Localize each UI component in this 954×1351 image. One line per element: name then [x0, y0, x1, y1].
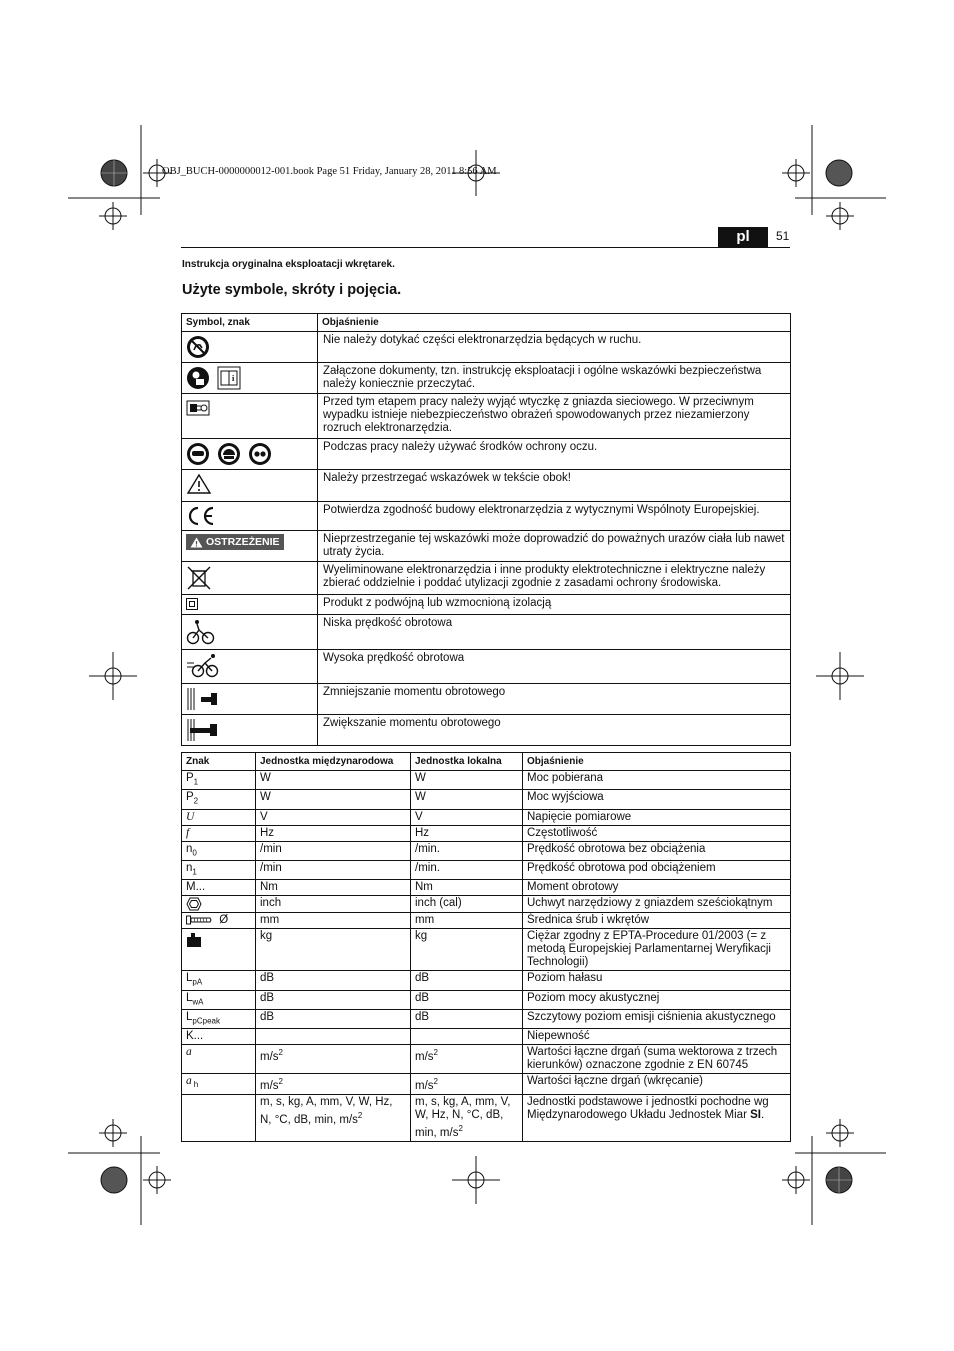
unit-local: Nm	[411, 880, 523, 896]
unit-sign	[182, 896, 256, 913]
table-row	[182, 913, 791, 929]
symbol-desc: Należy przestrzegać wskazówek w tekście obok!	[318, 470, 791, 502]
book-icon	[217, 366, 241, 390]
table-row	[182, 825, 791, 841]
symbol-desc: Załączone dokumenty, tzn. instrukcję eksploatacji i ogólne wskazówki bezpieczeństwa należy koniecznie przeczytać.	[318, 363, 791, 394]
unit-desc: Ciężar zgodny z EPTA-Procedure 01/2003 (= z metodą Europejskiej Parlamentarnej Weryfikacji Technologii)	[523, 929, 791, 971]
symbol-desc: Zwiększanie momentu obrotowego	[318, 715, 791, 746]
unit-sign: a $_h$	[182, 1074, 256, 1095]
table-row	[182, 595, 791, 615]
table-row	[182, 1094, 791, 1141]
unit-intl: inch	[256, 896, 411, 913]
unit-intl: m, s, kg, A, mm, V, W, Hz, N, °C, dB, min, $m/s^2$	[256, 1094, 411, 1141]
page-number: 51	[776, 229, 790, 243]
unit-sign: $n_0$	[182, 841, 256, 860]
unit-desc: Poziom hałasu	[523, 971, 791, 990]
table-row	[182, 470, 791, 502]
no-touch-icon	[186, 335, 210, 359]
symbols-col-symbol: Symbol, znak	[182, 314, 318, 332]
unit-sign: $L_{pCpeak}$	[182, 1009, 256, 1028]
unit-desc: Moment obrotowy	[523, 880, 791, 896]
unit-desc: Wartości łączne drgań (suma wektorowa z trzech kierunków) oznaczone zgodnie z EN 60745	[523, 1045, 791, 1074]
hexagon-icon	[186, 897, 202, 911]
units-col-local: Jednostka lokalna	[411, 753, 523, 771]
table-row	[182, 790, 791, 809]
svg-text:i: i	[232, 374, 235, 383]
symbol-desc: Zmniejszanie momentu obrotowego	[318, 684, 791, 715]
unit-desc: Prędkość obrotowa pod obciążeniem	[523, 860, 791, 879]
double-insulation-icon	[186, 598, 198, 610]
unit-desc: Prędkość obrotowa bez obciążenia	[523, 841, 791, 860]
unit-local: W	[411, 771, 523, 790]
unit-local: dB	[411, 990, 523, 1009]
unit-intl: W	[256, 790, 411, 809]
weight-icon	[186, 932, 202, 948]
table-row	[182, 332, 791, 363]
symbols-header-row	[182, 314, 791, 332]
units-col-explanation: Objaśnienie	[523, 753, 791, 771]
header-rule	[181, 247, 790, 248]
unit-sign	[182, 929, 256, 971]
unit-sign: $P_1$	[182, 771, 256, 790]
helmet-icon	[217, 442, 241, 466]
table-row	[182, 880, 791, 896]
table-row	[182, 439, 791, 470]
unit-desc: Częstotliwość	[523, 825, 791, 841]
unit-local: mm	[411, 913, 523, 929]
unit-intl	[256, 1029, 411, 1045]
unit-intl: Nm	[256, 880, 411, 896]
unit-intl: kg	[256, 929, 411, 971]
unit-sign: Ø	[182, 913, 256, 929]
table-row	[182, 990, 791, 1009]
unit-intl: mm	[256, 913, 411, 929]
unit-desc: Szczytowy poziom emisji ciśnienia akustycznego	[523, 1009, 791, 1028]
unit-desc: Średnica śrub i wkrętów	[523, 913, 791, 929]
units-header-row	[182, 753, 791, 771]
table-row	[182, 363, 791, 394]
table-row	[182, 1029, 791, 1045]
table-row	[182, 615, 791, 650]
table-row	[182, 929, 791, 971]
screw-icon	[186, 915, 212, 925]
unit-local: /min.	[411, 860, 523, 879]
unit-local: /min.	[411, 841, 523, 860]
table-row	[182, 1074, 791, 1095]
warning-badge-label: OSTRZEŻENIE	[206, 535, 280, 548]
symbols-col-explanation: Objaśnienie	[318, 314, 791, 332]
table-row	[182, 771, 791, 790]
unit-local: kg	[411, 929, 523, 971]
unit-desc: Niepewność	[523, 1029, 791, 1045]
table-row	[182, 1045, 791, 1074]
symbol-desc: Podczas pracy należy używać środków ochrony oczu.	[318, 439, 791, 470]
unit-local: Hz	[411, 825, 523, 841]
unit-local: m, s, kg, A, mm, V, W, Hz, N, °C, dB, min, $m/s^2$	[411, 1094, 523, 1141]
table-row	[182, 896, 791, 913]
unit-sign: $L_{wA}$	[182, 990, 256, 1009]
language-badge: pl	[718, 227, 768, 247]
symbol-desc: Wyeliminowane elektronarzędzia i inne produkty elektrotechniczne i elektryczne należy zbierać oddzielnie i poddać utylizacji zgodnie z zasadami ochrony środowiska.	[318, 562, 791, 595]
unit-local: V	[411, 809, 523, 825]
fast-bike-icon	[186, 653, 220, 679]
unit-intl: dB	[256, 1009, 411, 1028]
unit-sign: $n_1$	[182, 860, 256, 879]
symbol-desc: Potwierdza zgodność budowy elektronarzędzia z wytycznymi Wspólnoty Europejskiej.	[318, 502, 791, 531]
units-col-sign: Znak	[182, 753, 256, 771]
unplug-icon	[186, 397, 210, 419]
warning-badge	[186, 534, 284, 550]
unit-intl: $m/s^2$	[256, 1074, 411, 1095]
symbol-desc: Produkt z podwójną lub wzmocnioną izolacją	[318, 595, 791, 615]
unit-intl: $m/s^2$	[256, 1045, 411, 1074]
unit-local	[411, 1029, 523, 1045]
table-row	[182, 684, 791, 715]
read-manual-icon	[186, 366, 210, 390]
unit-intl: /min	[256, 860, 411, 879]
symbol-desc: Nieprzestrzeganie tej wskazówki może doprowadzić do poważnych urazów ciała lub nawet utraty życia.	[318, 531, 791, 562]
unit-local: dB	[411, 971, 523, 990]
unit-local: W	[411, 790, 523, 809]
unit-desc: Wartości łączne drgań (wkręcanie)	[523, 1074, 791, 1095]
table-row	[182, 809, 791, 825]
slow-bike-icon	[186, 618, 216, 646]
unit-intl: V	[256, 809, 411, 825]
unit-desc: Jednostki podstawowe i jednostki pochodne wg Międzynarodowego Układu Jednostek Miar SI.	[523, 1094, 791, 1141]
crossed-bin-icon	[186, 565, 212, 591]
table-row	[182, 531, 791, 562]
unit-sign: $P_2$	[182, 790, 256, 809]
file-header-line: OBJ_BUCH-0000000012-001.book Page 51 Friday, January 28, 2011 8:56 AM	[162, 166, 497, 177]
unit-sign: M...	[182, 880, 256, 896]
symbol-desc: Nie należy dotykać części elektronarzędzia będących w ruchu.	[318, 332, 791, 363]
symbol-desc: Przed tym etapem pracy należy wyjąć wtyczkę z gniazda sieciowego. W przeciwnym wypadku istnieje niebezpieczeństwo obrażeń spowodowanych przez niezamierzony rozruch elektronarzędzia.	[318, 394, 791, 439]
section-title: Użyte symbole, skróty i pojęcia.	[182, 282, 402, 298]
table-row	[182, 502, 791, 531]
warning-triangle-small-icon	[190, 537, 203, 548]
table-row	[182, 394, 791, 439]
eye-protection-icon	[186, 442, 210, 466]
unit-local: inch (cal)	[411, 896, 523, 913]
unit-sign	[182, 1094, 256, 1141]
table-row	[182, 562, 791, 595]
torque-decrease-icon	[186, 687, 220, 711]
unit-local: $m/s^2$	[411, 1045, 523, 1074]
unit-sign: $L_{pA}$	[182, 971, 256, 990]
warning-triangle-icon	[186, 473, 212, 495]
unit-desc: Napięcie pomiarowe	[523, 809, 791, 825]
unit-local: $m/s^2$	[411, 1074, 523, 1095]
table-row	[182, 860, 791, 879]
unit-intl: dB	[256, 990, 411, 1009]
unit-intl: /min	[256, 841, 411, 860]
unit-sign: f	[182, 825, 256, 841]
unit-intl: dB	[256, 971, 411, 990]
units-col-international: Jednostka międzynarodowa	[256, 753, 411, 771]
unit-desc: Moc pobierana	[523, 771, 791, 790]
table-row	[182, 715, 791, 746]
goggles-icon	[248, 442, 272, 466]
units-table	[181, 752, 791, 1142]
table-row	[182, 650, 791, 684]
unit-desc: Moc wyjściowa	[523, 790, 791, 809]
unit-intl: W	[256, 771, 411, 790]
table-row	[182, 1009, 791, 1028]
document-subtitle: Instrukcja oryginalna eksploatacji wkrętarek.	[182, 259, 395, 270]
symbol-desc: Wysoka prędkość obrotowa	[318, 650, 791, 684]
unit-intl: Hz	[256, 825, 411, 841]
unit-desc: Uchwyt narzędziowy z gniazdem sześciokątnym	[523, 896, 791, 913]
ce-mark-icon	[186, 505, 216, 527]
unit-sign: U	[182, 809, 256, 825]
unit-desc: Poziom mocy akustycznej	[523, 990, 791, 1009]
torque-increase-icon	[186, 718, 220, 742]
unit-local: dB	[411, 1009, 523, 1028]
table-row	[182, 971, 791, 990]
unit-sign: a	[182, 1045, 256, 1074]
symbol-desc: Niska prędkość obrotowa	[318, 615, 791, 650]
table-row	[182, 841, 791, 860]
unit-sign: K...	[182, 1029, 256, 1045]
symbols-table	[181, 313, 791, 746]
